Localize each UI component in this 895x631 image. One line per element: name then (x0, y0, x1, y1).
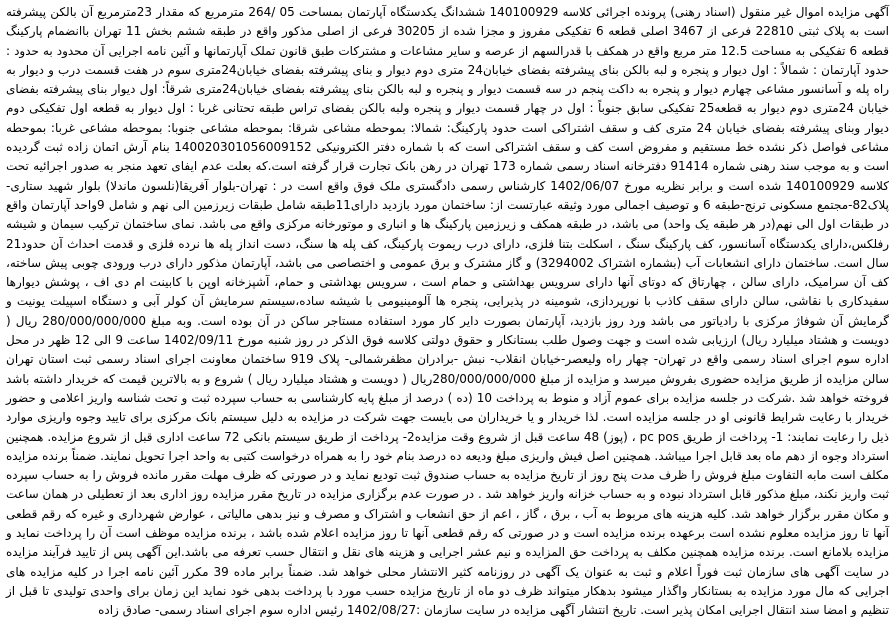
notice-body-text: آگهی مزایده اموال غیر منقول (اسناد رهنی) پرونده اجرائی کلاسه 140100929 ششدانگ یکدستگاه آپارتمان بمساحت 05 /264 مترمربع که مقدار 23مترمربع آن بالکن پیشرفته است به پلاک ثبتی 22810 فرعی از 3467 اصلی قطعه 6 تفکیکی مفروز و مجزا شده از 30205 فرعی از اصلی مذکور واقع در طبقه ششم بخش 11 تهران باانضمام پارکینگ قطعه 6 تفکیکی به مساحت 12.5 متر مربع واقع در همکف با قدرالسهم از عرصه و سایر مشاعات و مشترکات طبق قانون تملک آپارتمانها و آئین نامه اجرایی آن محدود به حدود : حدود آپارتمان : شمالاً : اول دیوار و پنجره و لبه بالکن بنای پیشرفته بفضای خیابان24 متری دوم دیوار و بنای پیشرفته بفضای خیابان24متری سوم در هفت قسمت درب و دیوار به راه پله و آسانسور مشاعی چهارم دیوار و پنجره به داکت پنجم در سه قسمت دیوار و پنجره و لبه بالکن بنای پیشرفته بفضای خیابان24متری شرقاً: اول دیوار بنای پیشرفته بفضای خیابان 24متری دوم دیوار به قطعه25 تفکیکی سابق جنوباً : اول در چهار قسمت دیوار و پنجره ولبه بالکن بفضای تراس طبقه تحتانی غربا : اول دیوار به قطعه اول تفکیکی دوم دیوار وبنای پیشرفته بفضای خیابان 24 متری کف و سقف اشتراکی است حدود پارکینگ: شمالا: بموحطه مشاعی شرقا: بموحطه مشاعی جنوبا: بموحطه مشاعی غربا: بموحطه مشاعی فواصل ذکر نشده خط مستقیم و مفروض است کف و سقف اشتراکی است که با شماره دفتر الکترونیکی 140020301056009152 بنام آرش اتمان زاده ثبت گردیده است و به موجب سند رهنی شماره 91414 دفترخانه اسناد رسمی شماره 173 تهران در رهن بانک تجارت قرار گرفته است.که بعلت عدم ایفای تعهد منجر به صدور اجرائیه تحت کلاسه 140100929 شده است و برابر نظریه مورخ 1402/06/07 کارشناس رسمی دادگستری ملک فوق واقع است در : تهران-بلوار آفریقا(نلسون ماندلا) بلوار شهید ستاری-پلاک82-مجتمع مسکونی ترنج-طبقه 6 و توصیف اجمالی مورد وثیقه عبارتست از: ساختمان مورد بازدید دارای11طبقه شامل طبقات زیرزمین الی نهم و شامل 9واحد آپارتمان واقع در طبقات اول الی نهم(در هر طبقه یک واحد) می باشد، در طبقه همکف و زیرزمین پارکینگ ها و انباری و موتورخانه مرکزی واقع می باشد. نمای ساختمان ترکیب سیمان و شیشه رفلکس،دارای یکدستگاه آسانسور، کف پارکینگ سنگ ، اسکلت بتنا فلزی، دارای درب ریموت پارکینگ، کف پله ها سنگ، دست انداز پله ها نرده فلزی و قدمت احداث آن حدود21 سال است. ساختمان دارای انشعابات آب (بشماره اشتراک 3294002) و گاز مشترک و برق عمومی و اختصاصی می باشد، آپارتمان مذکور دارای درب ورودی چوبی پیش ساخته، کف آن سرامیک، دارای سالن ، چهارتاق که دوتای آنها دارای سرویس بهداشتی و حمام است ، سرویس بهداشتی و حمام، آشپزخانه اوپن با کابینت ام دی اف ، پوشش دیوارها سفیدکاری با نقاشی، سالن دارای سقف کاذب با نورپردازی، شومینه در پذیرایی، پنجره ها آلومینیومی با شیشه ساده،سیستم سرمایش آن کولر آبی و دستگاه اسپیلت یونیت و گرمایش آن شوفاژ مرکزی با رادیاتور می باشد ورد روز بازدید، آپارتمان بصورت دایر کار مورد استفاده مستاجر ساکن در آن بوده است. وبه مبلغ 280/000/000/000 ریال ( دویست و هشتاد میلیارد ریال) ارزیابی شده است و جهت وصول طلب بستانکار و حقوق دولتی کلاسه فوق الذکر در روز شنبه مورخ 1402/09/11 ساعت 9 الی 12 ظهر در محل اداره سوم اجرای اسناد رسمی واقع در تهران- چهار راه ولیعصر-خیابان انقلاب- نبش -برادران مظفرشمالی- پلاک 919 ساختمان معاونت اجرای اسناد رسمی ثبت استان تهران سالن مزایده از طریق مزایده حضوری بفروش میرسد و مزایده از مبلغ 280/000/000/000ریال ( دویست و هشتاد میلیارد ریال ) شروع و به بالاترین قیمت که خریدار داشته باشد فروخته خواهد شد .شرکت در جلسه مزایده برای عموم آزاد و منوط به پرداخت 10 (ده ) درصد از مبلغ پایه کارشناسی به حساب سپرده ثبت و تحت شناسه واریز اعلامی و حضور خریدار با رعایت شرایط قانونی او در جلسه مزایده است. لذا خریدار و یا خریداران می بایست جهت شرکت در مزایده به دلیل سیستم بانک مرکزی برای تایید وجوه واریزی موارد ذیل را رعایت نمایند: 1- پرداخت از طریق pc pos ، (پوز) 48 ساعت قبل از شروع وقت مزایده2- پرداخت از طریق سیستم بانکی 72 ساعت اداری قبل از شروع مزایده. همچنین استرداد وجوه از دهم ماه بعد قابل اجرا میباشد. همچنین اصل فیش واریزی مبلغ ودیعه ده درصد بنام خود را به همراه درخواست کتبی به واحد اجرا تحویل نمایند. ضمناً برنده مزایده مکلف است مابه التفاوت مبلغ فروش را ظرف مدت پنج روز از تاریخ مزایده به حساب صندوق ثبت تودیع نماید و در صورتی که ظرف مهلت مقرر مانده فروش را به حساب سپرده ثبت واریز نکند، مبلغ مذکور قابل استرداد نبوده و به حساب خزانه واریز خواهد شد . در صورت عدم برگزاری مزایده در تاریخ مقرر مزایده روز اداری بعد از تعطیلی در همان ساعت و مکان مقرر برگزار خواهد شد. کلیه هزینه های مربوط به آب ، برق ، گاز ، اعم از حق انشعاب و اشتراک و مصرف و نیز بدهی مالیاتی ، عوارض شهرداری و غیره که رقم قطعی آنها تا روز مزایده معلوم نشده است برعهده برنده مزایده است و در صورتی که رقم قطعی آنها تا روز مزایده اعلام شده باشد ، برنده مزایده موظف است آن را پرداخت نماید و مزایده بلامانع است. برنده مزایده همچنین مکلف به پرداخت حق المزایده و نیم عشر اجرایی و هزینه های نقل و انتقال حسب تعرفه می باشد.این آگهی پس از تایید فرآیند مزایده در سایت آگهی های سازمان ثبت فوراً اعلام و ثبت به عنوان یک آگهی در روزنامه کثیر الانتشار محلی خواهد شد. ضمناً برابر ماده 39 مکرر آئین نامه اجرا در کلیه مزایده های اجرایی که مال مورد مزایده به بستانکار واگذار میشود بدهکار میتواند ظرف دو ماه از تاریخ مزایده حسب مورد با پرداخت بدهی خود نماید این زمان برای واحدی تولیدی تا قبل از تنظیم و امضا سند انتقال اجرایی امکان پذیر است. تاریخ انتشار آگهی مزایده در سایت سازمان :1402/08/27 رئیس اداره سوم اجرای اسناد رسمی- صادق زاده (6, 5, 890, 618)
